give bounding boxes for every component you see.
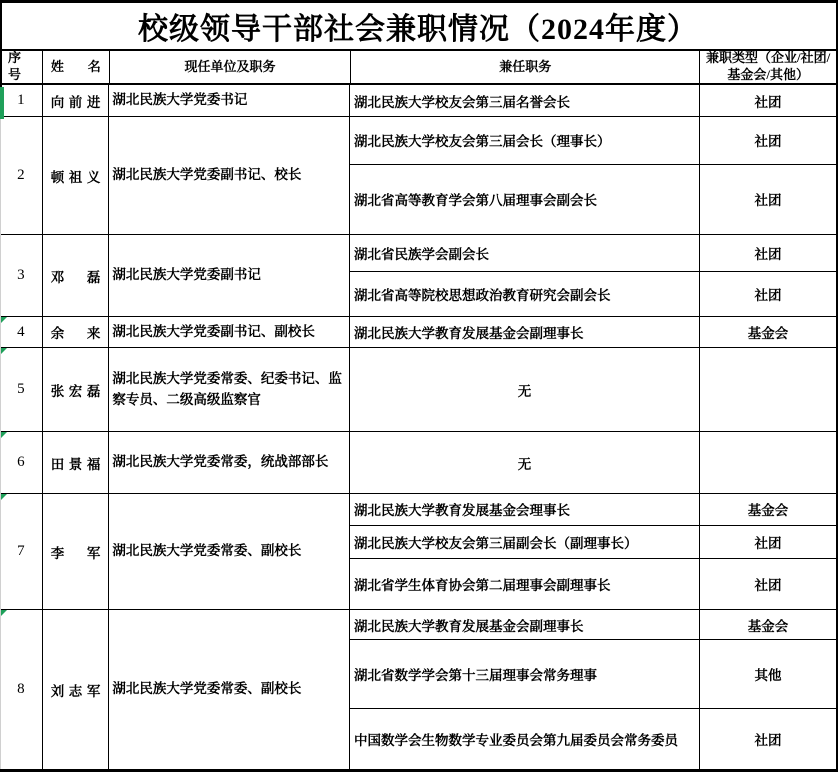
sub-row xyxy=(350,165,836,234)
cell-no xyxy=(0,317,43,347)
cell-post-type: 其他 xyxy=(754,668,782,683)
cell-concurrent-post: 湖北省学生体育协会第二届理事会副理事长 xyxy=(350,559,700,609)
header-no: 序号 xyxy=(0,51,43,83)
cell-concurrent-post: 湖北省民族学会副会长 xyxy=(350,235,700,271)
cell-no xyxy=(0,117,43,234)
table-row xyxy=(0,235,836,317)
cell-no xyxy=(0,610,43,769)
sub-row xyxy=(350,317,836,347)
header-position: 现任单位及职务 xyxy=(110,51,351,83)
cell-concurrent-post: 无 xyxy=(350,348,700,431)
sub-row xyxy=(350,494,836,526)
cell-concurrent-post: 湖北民族大学校友会第三届副会长（副理事长） xyxy=(350,526,700,559)
cell-position: 湖北民族大学党委常委、副校长 xyxy=(109,610,350,769)
cell-no xyxy=(0,348,43,431)
concurrent-posts-group xyxy=(350,348,836,431)
row-number: 7 xyxy=(17,543,25,559)
cell-post-type: 社团 xyxy=(754,536,782,552)
row-number: 8 xyxy=(17,681,25,697)
row-number: 1 xyxy=(17,92,25,108)
cell-post-type: 社团 xyxy=(754,134,782,150)
cell-position: 湖北民族大学党委副书记、校长 xyxy=(109,117,350,234)
sub-row xyxy=(350,610,836,640)
person-name: 邓磊 xyxy=(50,269,101,285)
concurrent-posts-group xyxy=(350,494,836,609)
cell-no xyxy=(0,432,43,493)
sub-row xyxy=(350,348,836,431)
cell-concurrent-post: 湖北民族大学校友会第三届会长（理事长） xyxy=(350,117,700,164)
cell-position: 湖北民族大学党委常委、纪委书记、监察专员、二级高级监察官 xyxy=(109,348,350,431)
cell-position: 湖北民族大学党委副书记、副校长 xyxy=(109,317,350,347)
row-number: 6 xyxy=(17,454,25,470)
cell-post-type: 社团 xyxy=(754,287,782,303)
cell-post-type xyxy=(700,432,836,493)
sub-row xyxy=(350,272,836,316)
cell-position: 湖北民族大学党委常委、副校长 xyxy=(109,494,350,609)
row-number: 3 xyxy=(17,267,25,283)
cell-name xyxy=(43,117,110,234)
cell-concurrent-post: 湖北民族大学教育发展基金会副理事长 xyxy=(350,317,700,347)
cell-post-type: 基金会 xyxy=(747,618,789,634)
sub-row xyxy=(350,709,836,769)
concurrent-posts-group xyxy=(350,610,836,769)
sub-row xyxy=(350,526,836,560)
cell-concurrent-post: 湖北民族大学教育发展基金会副理事长 xyxy=(350,610,700,639)
concurrent-posts-group xyxy=(350,85,836,116)
table-row xyxy=(0,317,836,348)
table-row xyxy=(0,85,836,117)
concurrent-posts-group xyxy=(350,235,836,316)
cell-name xyxy=(43,432,110,493)
table-row xyxy=(0,494,836,610)
table-row xyxy=(0,432,836,494)
concurrent-posts-group xyxy=(350,317,836,347)
person-name: 田景福 xyxy=(50,456,101,472)
cell-concurrent-post: 中国数学会生物数学专业委员会第九届委员会常务委员 xyxy=(350,709,700,769)
table-left-edge xyxy=(0,119,1,769)
cell-post-type: 基金会 xyxy=(747,503,789,519)
sub-row xyxy=(350,559,836,609)
row-number: 5 xyxy=(17,381,25,397)
cell-concurrent-post: 湖北省数学学会第十三届理事会常务理事 xyxy=(350,640,700,708)
cell-no xyxy=(0,494,43,609)
cell-no xyxy=(0,235,43,316)
cell-name xyxy=(43,494,110,609)
table-row xyxy=(0,610,836,769)
row-number: 4 xyxy=(17,323,25,340)
sub-row xyxy=(350,432,836,493)
header-concurrent: 兼任职务 xyxy=(351,51,700,83)
concurrent-posts-group xyxy=(350,432,836,493)
page-title: 校级领导干部社会兼职情况（2024年度） xyxy=(0,3,836,51)
person-name: 余来 xyxy=(50,326,101,341)
cell-concurrent-post: 湖北民族大学校友会第三届名誉会长 xyxy=(350,85,700,116)
row1-highlight-bar xyxy=(0,87,4,119)
concurrent-posts-group xyxy=(350,117,836,234)
cell-position: 湖北民族大学党委副书记 xyxy=(109,235,350,316)
cell-name xyxy=(43,85,110,116)
person-name: 张宏磊 xyxy=(50,383,101,399)
cell-name xyxy=(43,610,110,769)
cell-position: 湖北民族大学党委常委，统战部部长 xyxy=(109,432,350,493)
cell-post-type: 社团 xyxy=(754,193,782,209)
table-row xyxy=(0,117,836,235)
sub-row xyxy=(350,117,836,165)
sub-row xyxy=(350,235,836,272)
cell-post-type: 基金会 xyxy=(747,326,789,341)
table-header xyxy=(0,51,836,85)
table-body xyxy=(0,85,836,769)
green-corner-flag-icon xyxy=(0,432,7,439)
cell-concurrent-post: 湖北省高等教育学会第八届理事会副会长 xyxy=(350,165,700,234)
table-left-border xyxy=(0,3,2,87)
cell-post-type xyxy=(700,348,836,431)
cell-concurrent-post: 无 xyxy=(350,432,700,493)
header-name: 姓名 xyxy=(43,51,110,83)
cell-post-type: 社团 xyxy=(754,94,782,110)
table-row xyxy=(0,348,836,432)
sub-row xyxy=(350,640,836,709)
person-name: 刘志军 xyxy=(50,683,101,699)
green-corner-flag-icon xyxy=(0,348,7,355)
person-name: 顿祖义 xyxy=(50,169,101,185)
cell-post-type: 社团 xyxy=(754,733,782,748)
header-type: 兼职类型（企业/社团/基金会/其他） xyxy=(706,50,831,82)
row-number: 2 xyxy=(17,167,25,183)
cell-concurrent-post: 湖北省高等院校思想政治教育研究会副会长 xyxy=(350,272,700,316)
green-corner-flag-icon xyxy=(0,610,7,617)
cell-no xyxy=(0,85,43,116)
green-corner-flag-icon xyxy=(0,494,7,501)
cell-position: 湖北民族大学党委书记 xyxy=(109,85,350,116)
sub-row xyxy=(350,85,836,116)
cell-post-type: 社团 xyxy=(754,578,782,594)
cell-concurrent-post: 湖北民族大学教育发展基金会理事长 xyxy=(350,494,700,525)
green-corner-flag-icon xyxy=(0,317,7,324)
cell-name xyxy=(43,348,110,431)
cell-post-type: 社团 xyxy=(754,246,782,262)
cell-name xyxy=(43,235,110,316)
person-name: 李军 xyxy=(50,545,101,561)
person-name: 向前进 xyxy=(50,94,101,110)
cell-name xyxy=(43,317,110,347)
